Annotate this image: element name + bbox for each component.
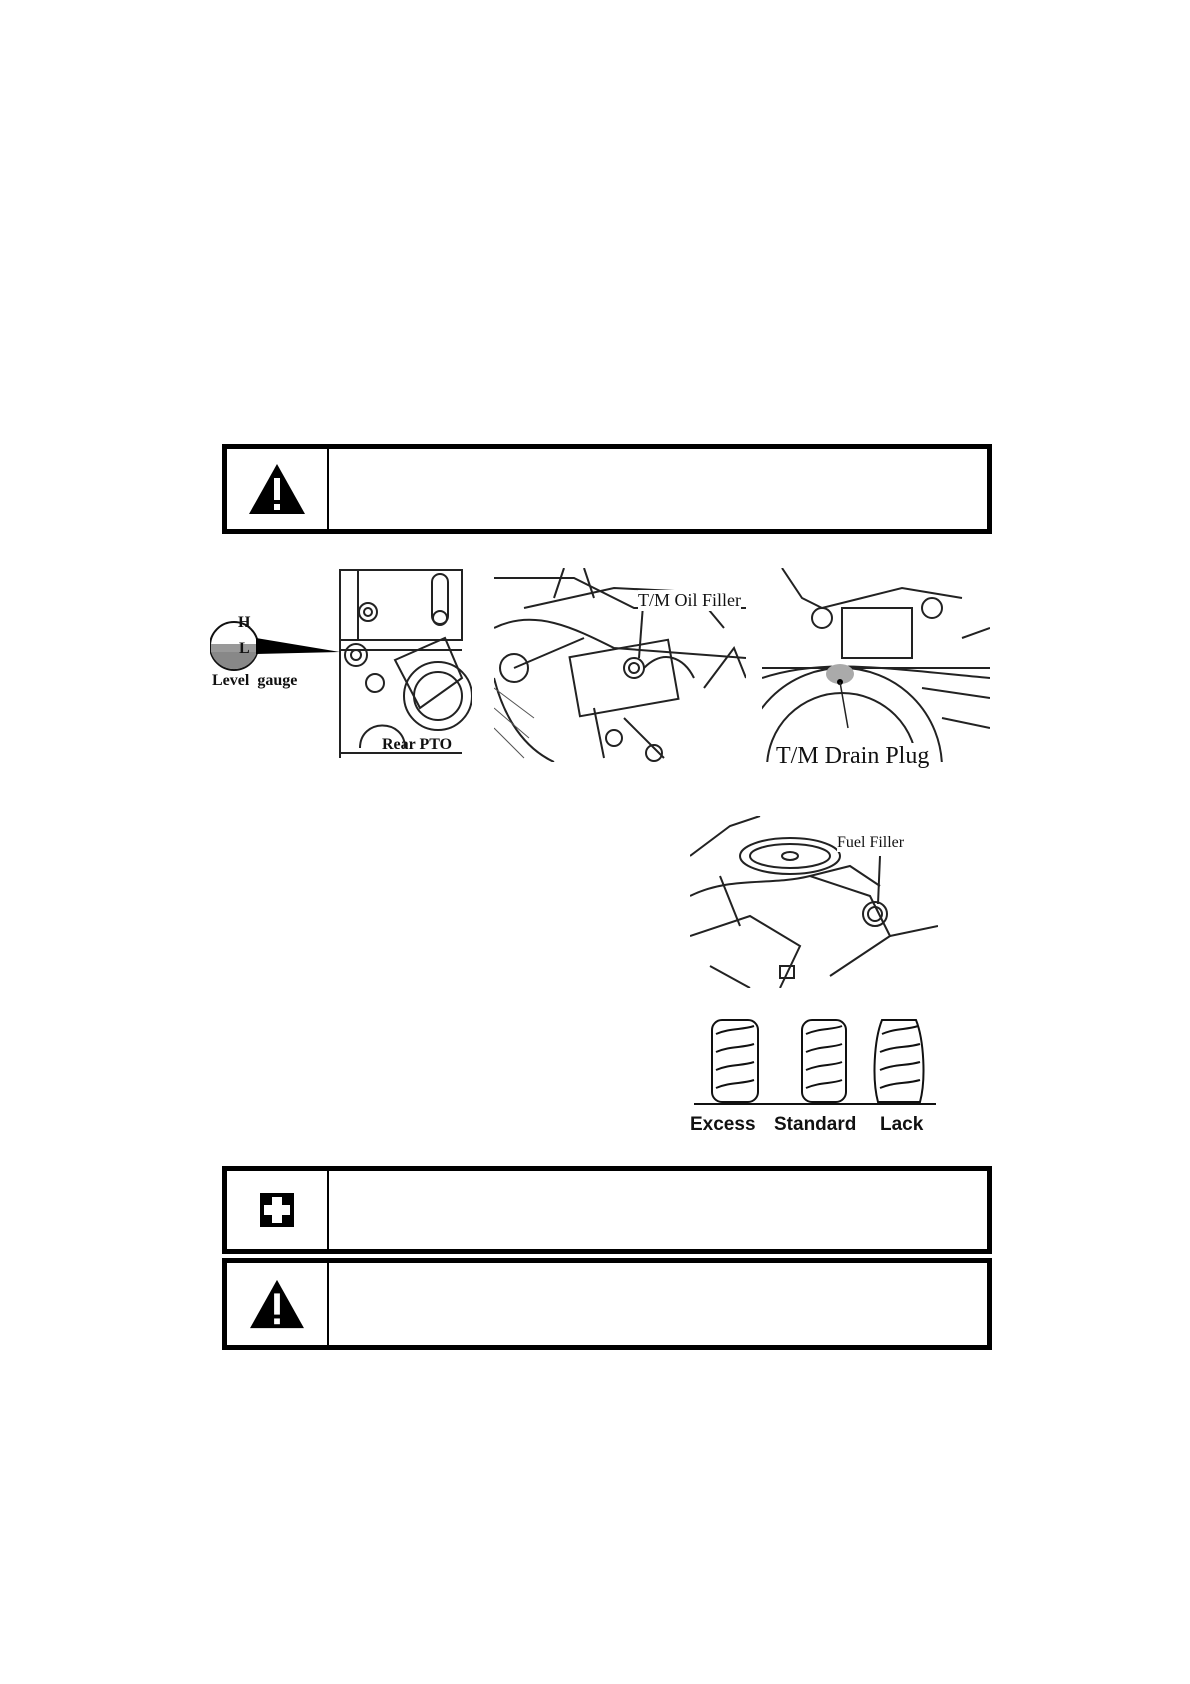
- first-aid-notice-text: [329, 1171, 987, 1249]
- gauge-low-label: L: [239, 640, 250, 657]
- tire-standard-label: Standard: [774, 1114, 857, 1135]
- gauge-high-label: H: [238, 614, 251, 631]
- first-aid-notice: [222, 1166, 992, 1254]
- rear-pto-label: Rear PTO: [382, 736, 453, 753]
- warning-icon-cell: [227, 1263, 329, 1345]
- tire-pressure-drawing: [690, 1010, 940, 1114]
- fuel-filler-figure: [690, 816, 938, 988]
- level-gauge-figure: [210, 568, 472, 762]
- level-gauge-drawing: [210, 568, 472, 762]
- tire-pressure-figure: [690, 1010, 940, 1148]
- drain-plug-drawing: [762, 568, 990, 762]
- tire-excess-label: Excess: [690, 1114, 756, 1135]
- warning-icon-cell: [227, 449, 329, 529]
- warning-triangle-icon: [248, 1278, 306, 1330]
- level-gauge-label: Level gauge: [212, 672, 298, 689]
- warning-notice-top: [222, 444, 992, 534]
- warning-triangle-icon: [247, 462, 307, 516]
- tire-lack-label: Lack: [880, 1114, 924, 1135]
- fuel-filler-label: Fuel Filler: [837, 834, 905, 851]
- first-aid-cross-icon: [260, 1193, 294, 1227]
- warning-notice-text: [329, 1263, 987, 1345]
- first-aid-icon-cell: [227, 1171, 329, 1249]
- oil-filler-figure: [494, 568, 746, 762]
- drain-plug-label: T/M Drain Plug: [776, 743, 930, 769]
- warning-notice-bottom: [222, 1258, 992, 1350]
- oil-filler-label: T/M Oil Filler: [638, 590, 741, 610]
- warning-notice-text: [329, 449, 987, 529]
- drain-plug-figure: [762, 568, 990, 778]
